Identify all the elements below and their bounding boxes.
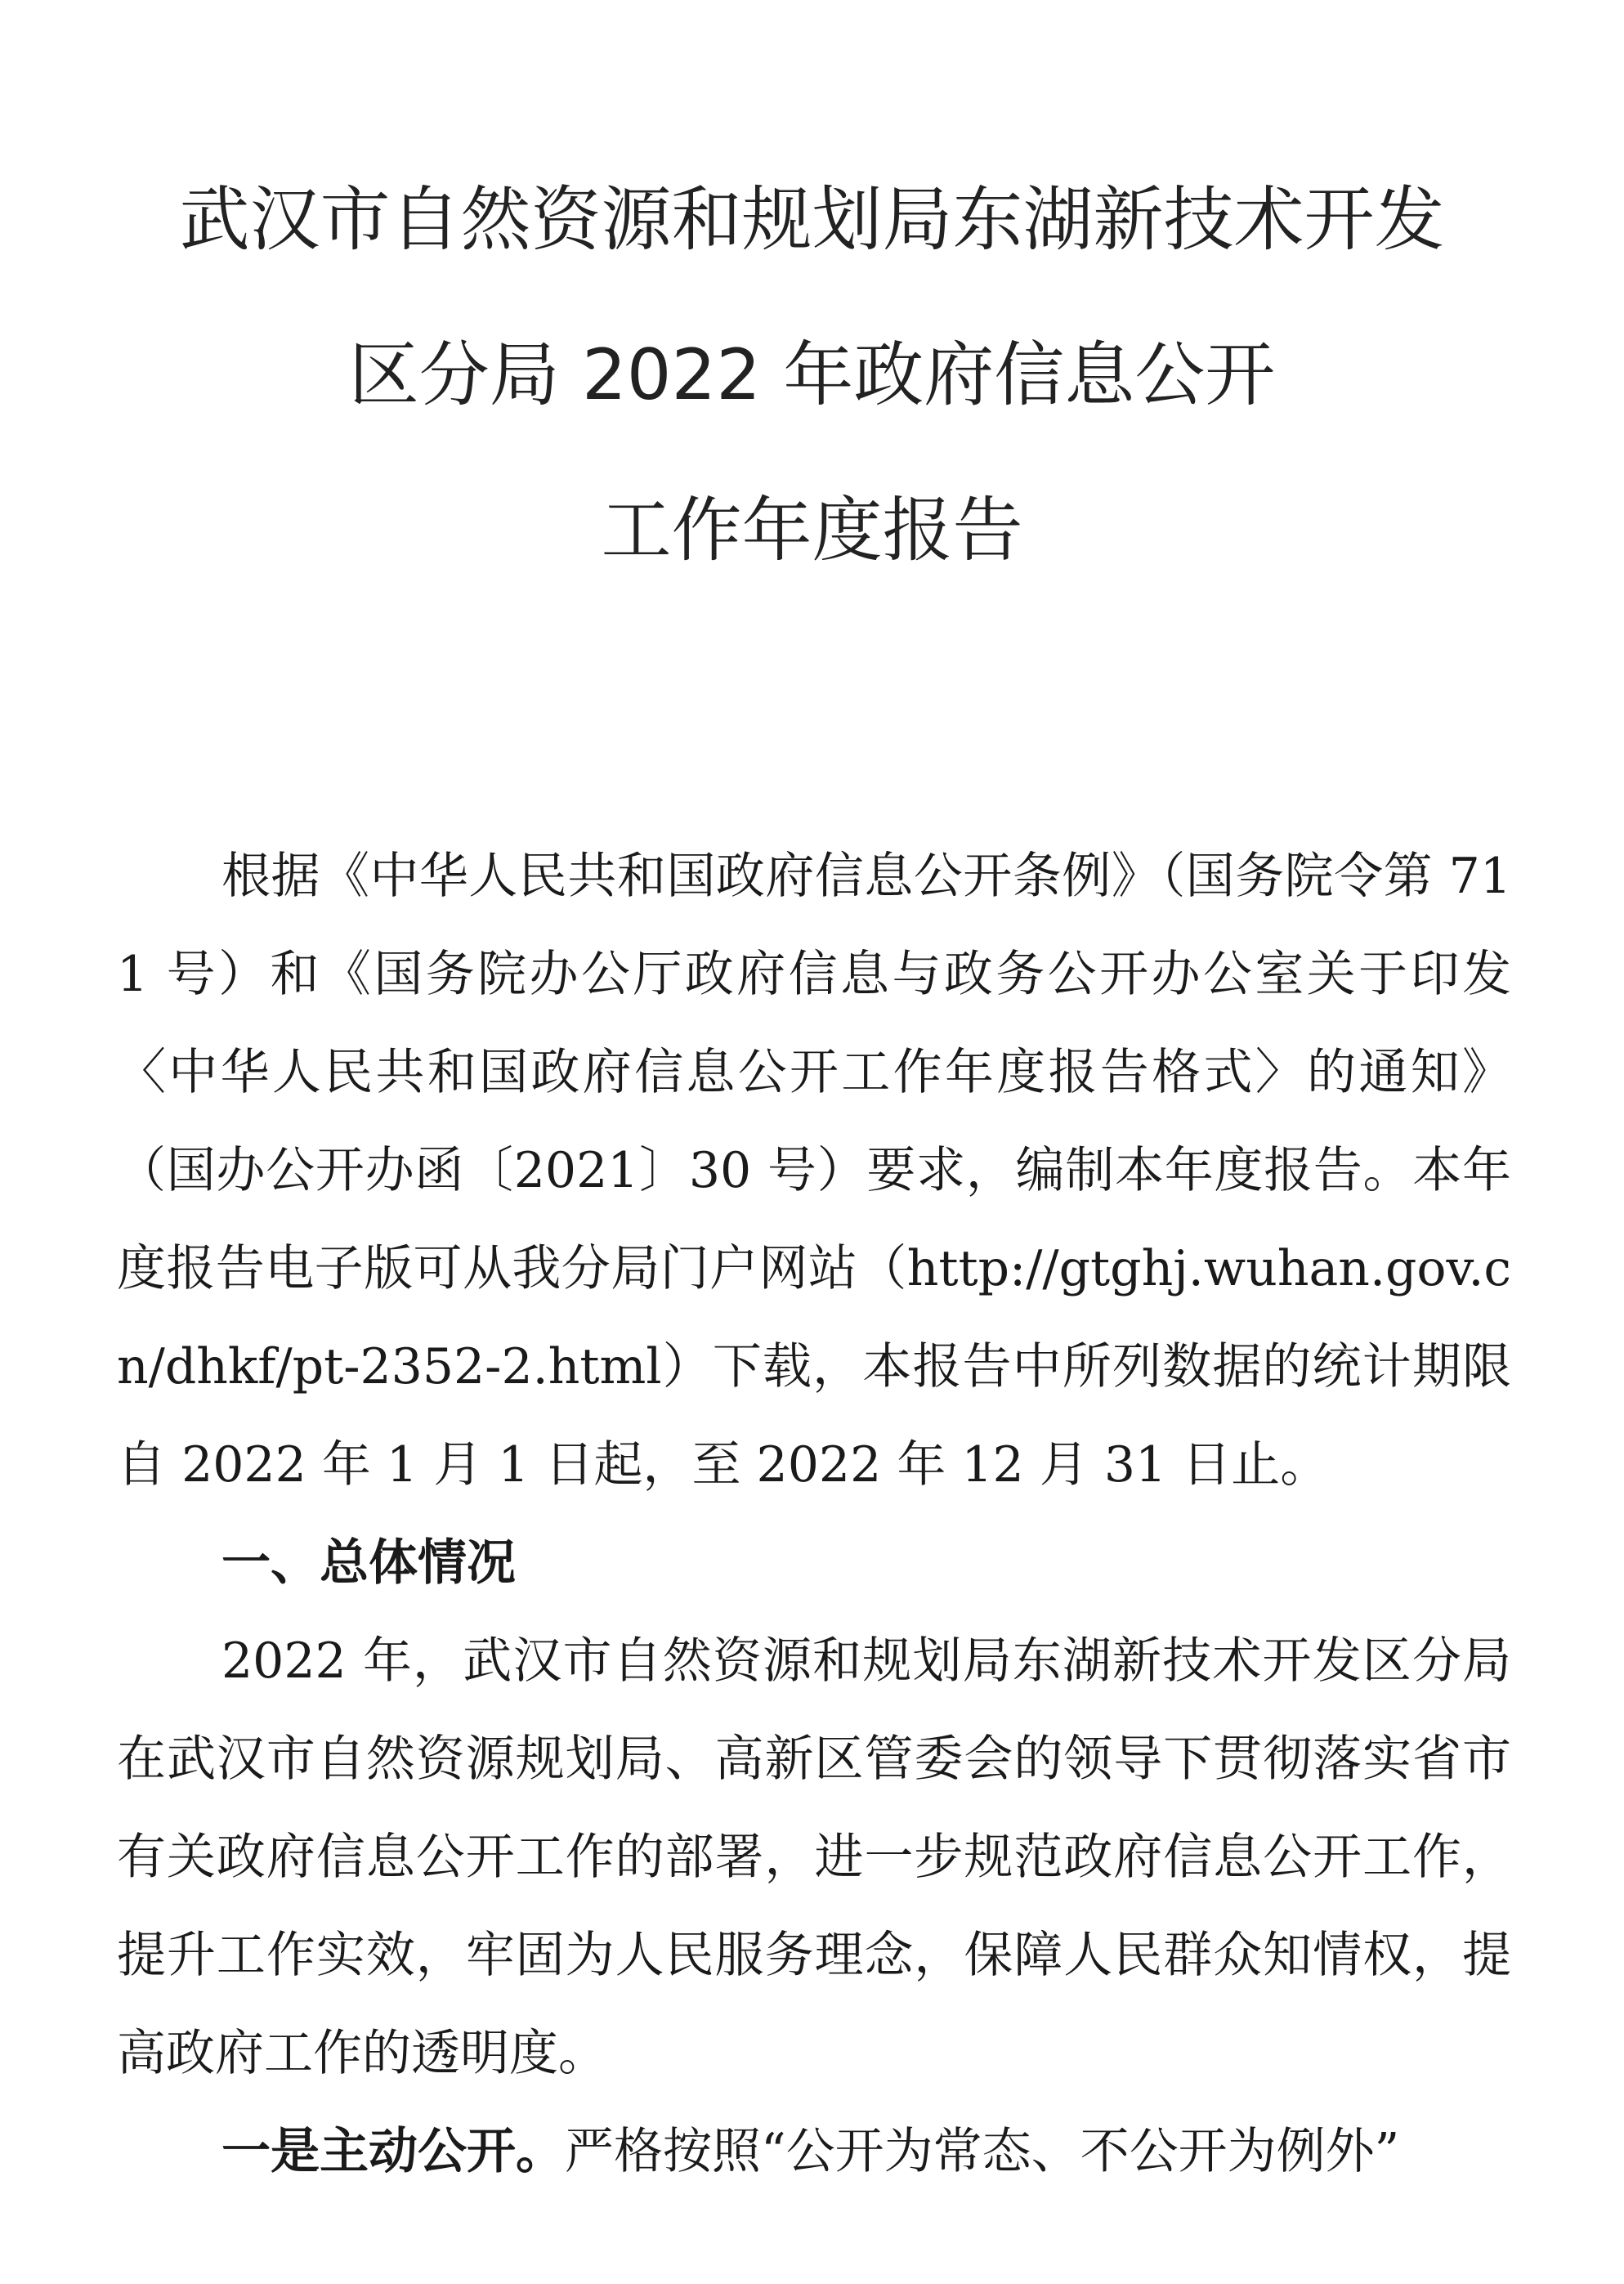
title-line-2: 区分局 2022 年政府信息公开 xyxy=(348,334,1276,416)
intro-paragraph: 根据《中华人民共和国政府信息公开条例》（国务院令第 711 号）和《国务院办公厅政府信息与政务公开办公室关于印发〈中华人民共和国政府信息公开工作年度报告格式〉的通知》（国办公开办函〔2021〕30 号）要求，编制本年度报告。本年度报告电子版可从我分局门户网站（http://gtghj.wuhan.gov.cn/dhkf/pt-2352-2.html）下载，本报告中所列数据的统计期限自 2022 年 1 月 1 日起，至 2022 年 12 月 31 日止。 xyxy=(117,848,1511,1494)
point-1-paragraph xyxy=(117,2103,1511,2201)
report-title xyxy=(0,181,1624,569)
point-1-lead: 一是主动公开。 xyxy=(221,2123,565,2180)
report-body xyxy=(117,827,1511,2201)
section-heading-overall: 一、总体情况 xyxy=(221,1534,516,1592)
overall-paragraph: 2022 年，武汉市自然资源和规划局东湖新技术开发区分局在武汉市自然资源规划局、高新区管委会的领导下贯彻落实省市有关政府信息公开工作的部署，进一步规范政府信息公开工作，提升工作实效，牢固为人民服务理念，保障人民群众知情权，提高政府工作的透明度。 xyxy=(117,1632,1511,2082)
title-line-1: 武汉市自然资源和规划局东湖新技术开发 xyxy=(179,179,1445,261)
title-line-3: 工作年度报告 xyxy=(601,490,1023,571)
point-1-text: 严格按照“公开为常态、不公开为例外” xyxy=(565,2123,1400,2180)
